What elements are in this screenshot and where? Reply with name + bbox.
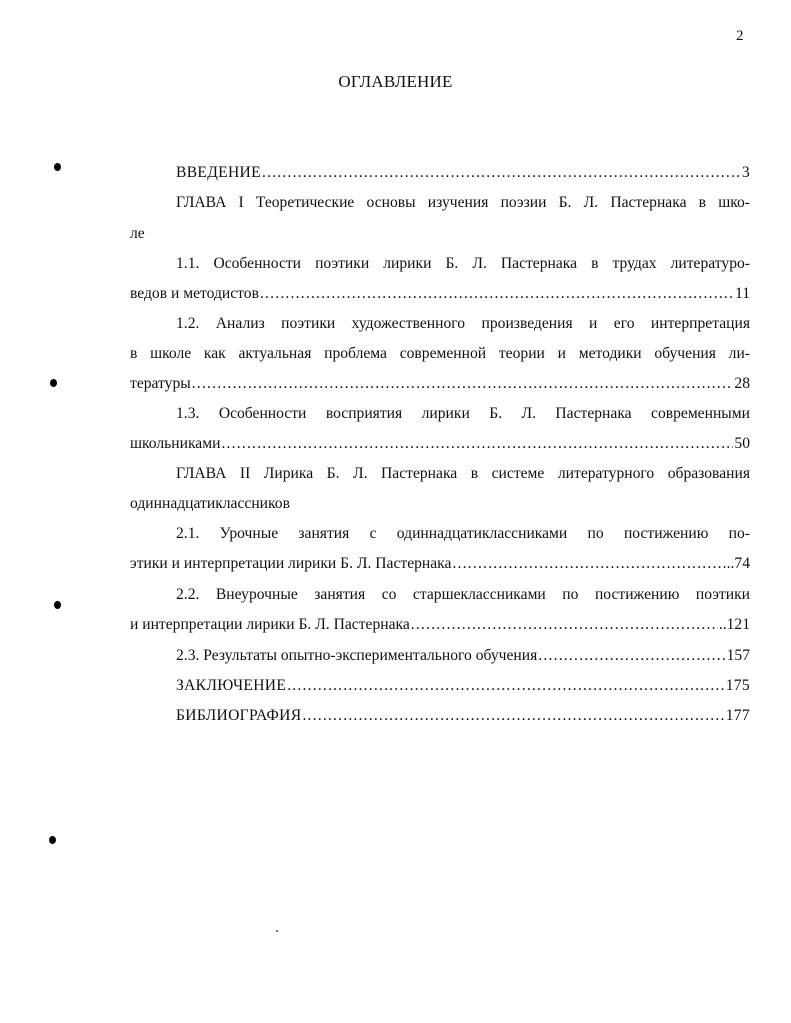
toc-section-1-1[interactable]: 1.1. Особенности поэтики лирики Б. Л. Пастернака в трудах литературо- (176, 255, 750, 272)
toc-entry-label: БИБЛИОГРАФИЯ (176, 707, 302, 724)
leader-dots (221, 434, 733, 454)
leader-dots (287, 676, 725, 696)
toc-entry-label: школьниками (130, 435, 221, 452)
toc-section-1-2-end[interactable] (130, 374, 750, 394)
toc-entry-label: ВВЕДЕНИЕ (176, 164, 261, 181)
toc-page-number: 50 (734, 435, 750, 452)
toc-title: ОГЛАВЛЕНИЕ (338, 72, 453, 91)
toc-page-number: ..121 (718, 616, 750, 633)
toc-page-number: ..74 (726, 555, 750, 572)
leader-dots (192, 374, 734, 394)
toc-entry-label: тературы (130, 375, 191, 392)
toc-chapter-2-heading-cont: одиннадцатиклассников (130, 495, 290, 512)
toc-page-number: 28 (734, 375, 750, 392)
leader-dots (538, 646, 725, 666)
leader-dots (260, 284, 734, 304)
binding-hole-mark (54, 601, 61, 609)
leader-dots (411, 615, 718, 635)
binding-hole-mark (50, 379, 57, 387)
toc-chapter-1-heading[interactable]: ГЛАВА I Теоретические основы изучения поэзии Б. Л. Пастернака в шко- (176, 194, 750, 211)
toc-entry-label: ведов и методистов (130, 285, 259, 302)
toc-entry-label: и интерпретации лирики Б. Л. Пастернака (130, 616, 410, 633)
page-number: 2 (736, 28, 744, 44)
toc-entry-label: 2.3. Результаты опытно-экспериментального обучения (176, 647, 538, 664)
toc-section-1-1-cont[interactable] (130, 284, 750, 304)
toc-section-1-3-cont[interactable] (130, 434, 750, 454)
leader-dots (262, 163, 741, 183)
toc-section-1-2[interactable]: 1.2. Анализ поэтики художественного произведения и его интерпретация (176, 315, 750, 332)
binding-hole-mark (49, 836, 56, 844)
toc-section-1-2-cont: в школе как актуальная проблема современной теории и методики обучения ли- (130, 345, 750, 362)
toc-entry-label: этики и интерпретации лирики Б. Л. Пастернака (130, 555, 452, 572)
toc-entry-conclusion[interactable] (130, 676, 750, 696)
toc-page-number: 157 (726, 647, 750, 664)
scan-speck (276, 930, 278, 932)
binding-hole-mark (54, 163, 61, 171)
toc-section-2-1-cont[interactable] (130, 554, 750, 574)
toc-section-2-2-cont[interactable] (130, 615, 750, 635)
toc-section-2-3[interactable] (130, 646, 750, 666)
toc-page-number: 177 (725, 707, 750, 724)
toc-chapter-2-heading[interactable]: ГЛАВА II Лирика Б. Л. Пастернака в системе литературного образования (176, 465, 750, 482)
toc-section-1-3[interactable]: 1.3. Особенности восприятия лирики Б. Л. Пастернака современными (176, 405, 750, 422)
toc-page-number: 11 (734, 285, 750, 302)
toc-page-number: 3 (741, 164, 750, 181)
leader-dots (302, 706, 724, 726)
toc-chapter-1-heading-cont: ле (130, 225, 145, 242)
toc-section-2-1[interactable]: 2.1. Урочные занятия с одиннадцатиклассниками по постижению по- (176, 525, 750, 542)
toc-section-2-2[interactable]: 2.2. Внеурочные занятия со старшеклассниками по постижению поэтики (176, 586, 750, 603)
leader-dots (452, 554, 725, 574)
toc-entry-introduction[interactable] (130, 163, 750, 183)
toc-entry-bibliography[interactable] (130, 706, 750, 726)
toc-entry-label: ЗАКЛЮЧЕНИЕ (176, 677, 287, 694)
toc-page-number: 175 (725, 677, 750, 694)
